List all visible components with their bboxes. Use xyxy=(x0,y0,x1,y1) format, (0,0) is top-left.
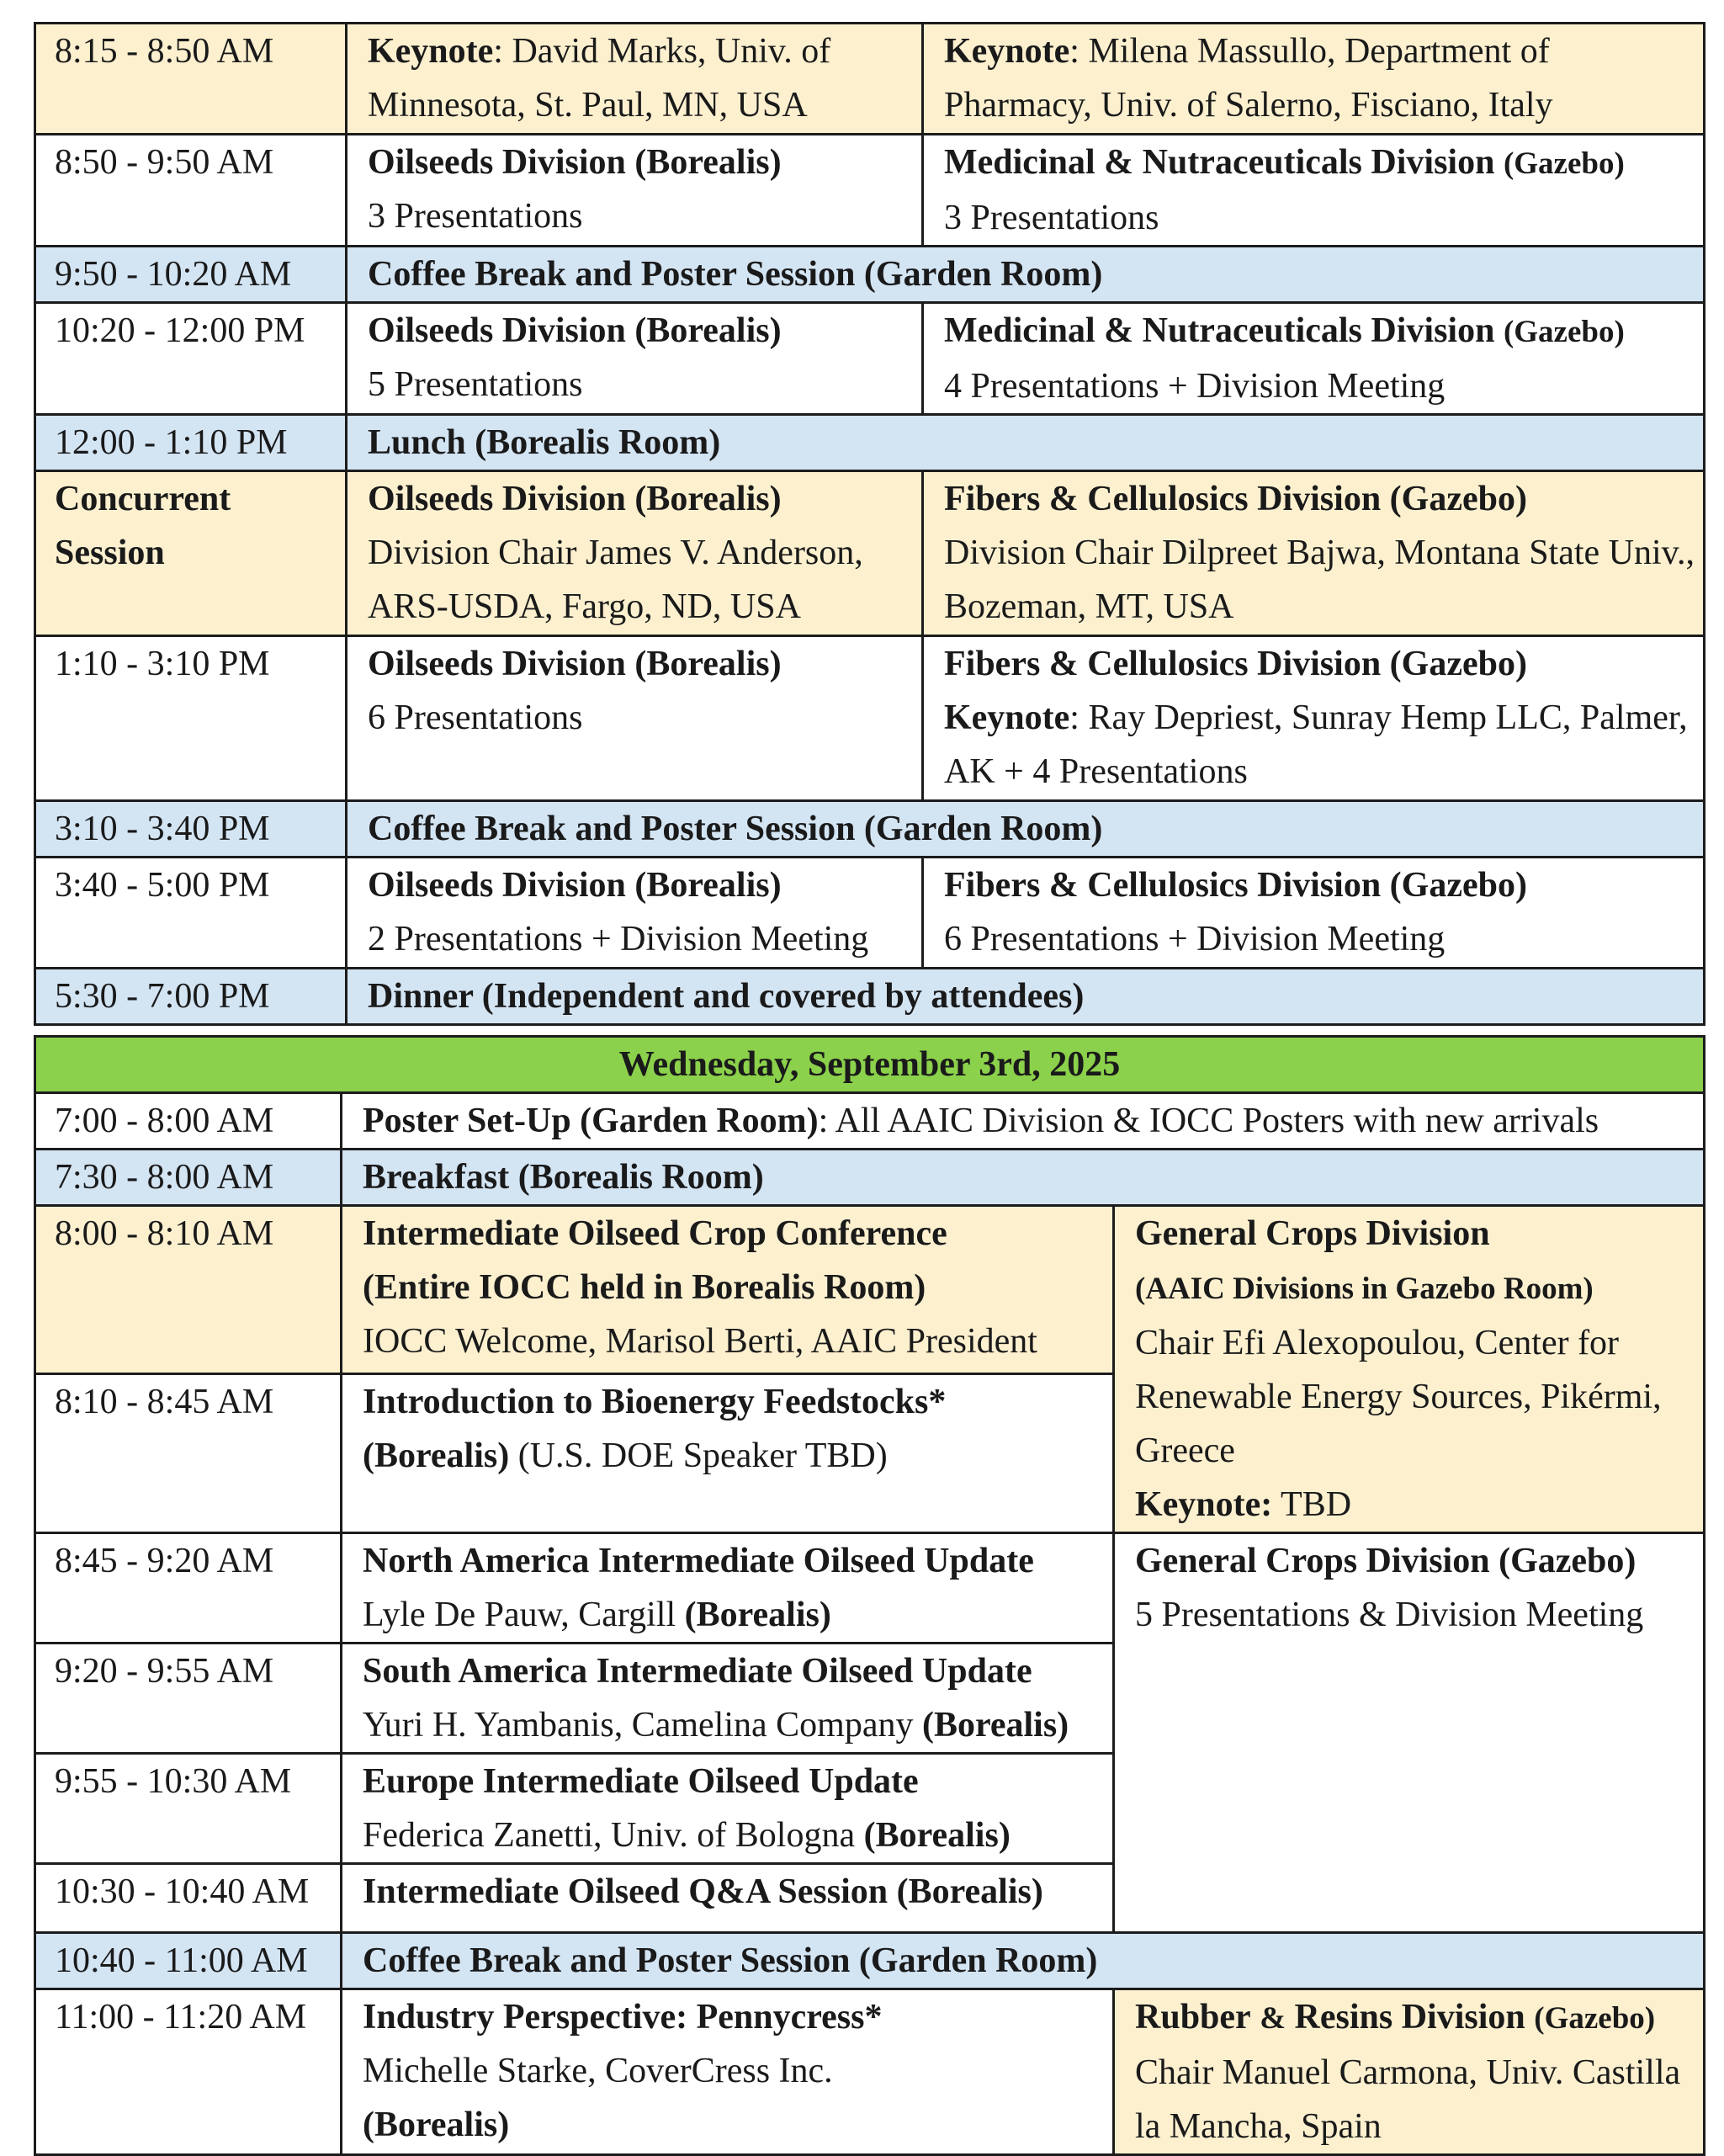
table-row xyxy=(35,1533,1705,1644)
table-row xyxy=(35,969,1705,1025)
session-cell xyxy=(1114,1989,1705,2155)
session-title: Poster Set-Up (Garden Room) xyxy=(363,1102,819,1140)
session-detail: Yuri H. Yambanis, Camelina Company xyxy=(363,1706,914,1744)
session-room: (Gazebo) xyxy=(1534,2001,1656,2036)
break-title: Breakfast (Borealis Room) xyxy=(363,1158,764,1197)
time-cell: 3:40 - 5:00 PM xyxy=(35,858,347,969)
session-title: North America Intermediate Oilseed Update xyxy=(363,1542,1034,1580)
session-cell xyxy=(347,471,923,636)
session-detail: (U.S. DOE Speaker TBD) xyxy=(517,1436,888,1475)
table-row xyxy=(35,415,1705,471)
session-cell xyxy=(347,303,923,415)
session-detail: 2 Presentations + Division Meeting xyxy=(368,920,869,959)
session-cell xyxy=(342,1644,1114,1754)
table-row xyxy=(35,858,1705,969)
session-room: (Borealis) xyxy=(363,1436,510,1475)
session-cell xyxy=(342,1754,1114,1864)
time-cell: 9:55 - 10:30 AM xyxy=(35,1754,342,1864)
table-row xyxy=(35,471,1705,636)
keynote-speaker: : David Marks, Univ. of Minnesota, St. Paul, MN, USA xyxy=(368,32,831,125)
keynote-label: Keynote: xyxy=(1135,1485,1273,1524)
time-cell: 8:15 - 8:50 AM xyxy=(35,24,347,135)
session-cell xyxy=(347,636,923,801)
time-cell: 10:40 - 11:00 AM xyxy=(35,1933,342,1989)
session-cell xyxy=(923,636,1705,801)
session-detail: Division Chair James V. Anderson, ARS-USDA, Fargo, ND, USA xyxy=(368,534,863,626)
session-cell xyxy=(347,135,923,247)
session-detail: 3 Presentations xyxy=(944,199,1159,237)
keynote-label: Keynote xyxy=(368,32,494,71)
session-cell xyxy=(923,858,1705,969)
session-detail: Federica Zanetti, Univ. of Bologna xyxy=(363,1816,856,1855)
session-title: General Crops Division (Gazebo) xyxy=(1135,1542,1636,1580)
session-room: (Gazebo) xyxy=(1503,146,1625,181)
time-cell: 3:10 - 3:40 PM xyxy=(35,801,347,858)
time-cell: 8:50 - 9:50 AM xyxy=(35,135,347,247)
session-cell xyxy=(342,1989,1114,2155)
break-title: Lunch (Borealis Room) xyxy=(368,423,721,462)
session-title: Introduction to Bioenergy Feedstocks* xyxy=(363,1382,947,1421)
keynote-label: Keynote xyxy=(944,32,1070,71)
session-title: Fibers & Cellulosics Division (Gazebo) xyxy=(944,645,1527,683)
time-cell: 8:45 - 9:20 AM xyxy=(35,1533,342,1644)
session-detail: Michelle Starke, CoverCress Inc. xyxy=(363,2052,833,2090)
session-detail: 6 Presentations xyxy=(368,698,583,737)
session-detail: 6 Presentations + Division Meeting xyxy=(944,920,1446,959)
session-detail: 5 Presentations xyxy=(368,365,583,404)
session-detail: 4 Presentations + Division Meeting xyxy=(944,367,1446,406)
session-detail: 3 Presentations xyxy=(368,197,583,236)
session-title: Europe Intermediate Oilseed Update xyxy=(363,1762,919,1801)
day-header: Wednesday, September 3rd, 2025 xyxy=(35,1037,1705,1093)
time-cell: 8:10 - 8:45 AM xyxy=(35,1373,342,1532)
break-cell xyxy=(347,969,1705,1025)
session-title: Fibers & Cellulosics Division (Gazebo) xyxy=(944,866,1527,905)
break-title: Coffee Break and Poster Session (Garden Room) xyxy=(363,1941,1098,1980)
time-cell: 9:50 - 10:20 AM xyxy=(35,247,347,303)
schedule-table-morning xyxy=(34,22,1705,1026)
keynote-speaker: : Milena Massullo, Department of Pharmacy, Univ. of Salerno, Fisciano, Italy xyxy=(944,32,1553,125)
time-cell: 8:00 - 8:10 AM xyxy=(35,1206,342,1374)
session-title: Medicinal & Nutraceuticals Division xyxy=(944,143,1495,182)
session-title: Fibers & Cellulosics Division (Gazebo) xyxy=(944,480,1527,518)
table-row xyxy=(35,1206,1705,1374)
table-row xyxy=(35,1150,1705,1206)
break-cell xyxy=(347,801,1705,858)
session-detail: : All AAIC Division & IOCC Posters with new arrivals xyxy=(818,1102,1599,1140)
session-cell xyxy=(923,24,1705,135)
break-cell xyxy=(347,415,1705,471)
time-cell xyxy=(35,471,347,636)
time-cell: 10:20 - 12:00 PM xyxy=(35,303,347,415)
session-cell xyxy=(923,303,1705,415)
table-row xyxy=(35,247,1705,303)
schedule-table-wednesday xyxy=(34,1035,1705,2156)
session-title: General Crops Division xyxy=(1135,1214,1490,1253)
concurrent-session-label: Concurrent Session xyxy=(55,480,231,572)
session-detail: Division Chair Dilpreet Bajwa, Montana State Univ., Bozeman, MT, USA xyxy=(944,534,1695,626)
session-title: Intermediate Oilseed Q&A Session (Borealis) xyxy=(363,1872,1043,1911)
table-row xyxy=(35,1037,1705,1093)
session-room: (Borealis) xyxy=(363,2106,510,2144)
table-row xyxy=(35,1933,1705,1989)
session-detail: Chair Efi Alexopoulou, Center for Renewable Energy Sources, Pikérmi, Greece xyxy=(1135,1324,1662,1470)
session-detail: 5 Presentations & Division Meeting xyxy=(1135,1596,1644,1634)
session-title: Intermediate Oilseed Crop Conference xyxy=(363,1214,947,1253)
table-row xyxy=(35,1989,1705,2155)
session-cell xyxy=(342,1533,1114,1644)
session-cell xyxy=(342,1864,1114,1933)
time-cell: 7:30 - 8:00 AM xyxy=(35,1150,342,1206)
session-title: Oilseeds Division (Borealis) xyxy=(368,645,782,683)
session-title: Oilseeds Division (Borealis) xyxy=(368,311,782,350)
session-cell xyxy=(347,24,923,135)
session-title: Rubber xyxy=(1135,1998,1251,2037)
break-cell xyxy=(347,247,1705,303)
session-subtitle: (AAIC Divisions in Gazebo Room) xyxy=(1135,1272,1594,1306)
time-cell: 12:00 - 1:10 PM xyxy=(35,415,347,471)
break-cell xyxy=(342,1150,1705,1206)
session-title-amp: & xyxy=(1260,2001,1286,2036)
session-title: Oilseeds Division (Borealis) xyxy=(368,143,782,182)
table-row xyxy=(35,135,1705,247)
table-row xyxy=(35,1093,1705,1150)
session-subtitle: (Entire IOCC held in Borealis Room) xyxy=(363,1268,926,1307)
break-cell xyxy=(342,1933,1705,1989)
session-room: (Borealis) xyxy=(863,1816,1011,1855)
time-cell: 10:30 - 10:40 AM xyxy=(35,1864,342,1933)
session-detail: Lyle De Pauw, Cargill xyxy=(363,1596,676,1634)
break-title: Coffee Break and Poster Session (Garden Room) xyxy=(368,810,1103,848)
table-row xyxy=(35,24,1705,135)
session-cell xyxy=(923,135,1705,247)
session-cell xyxy=(923,471,1705,636)
session-room: (Borealis) xyxy=(684,1596,831,1634)
session-cell xyxy=(342,1373,1114,1532)
session-title: Medicinal & Nutraceuticals Division xyxy=(944,311,1495,350)
session-room: (Borealis) xyxy=(921,1706,1069,1744)
session-detail: IOCC Welcome, Marisol Berti, AAIC President xyxy=(363,1322,1037,1361)
session-cell xyxy=(1114,1533,1705,1933)
session-title: South America Intermediate Oilseed Update xyxy=(363,1652,1032,1691)
time-cell: 5:30 - 7:00 PM xyxy=(35,969,347,1025)
session-room: (Gazebo) xyxy=(1503,315,1625,349)
table-row xyxy=(35,801,1705,858)
table-row xyxy=(35,303,1705,415)
keynote-speaker: : Ray Depriest, Sunray Hemp LLC, Palmer, AK + 4 Presentations xyxy=(944,698,1688,791)
break-title: Dinner (Independent and covered by attendees) xyxy=(368,977,1085,1016)
break-title: Coffee Break and Poster Session (Garden Room) xyxy=(368,255,1103,294)
time-cell: 7:00 - 8:00 AM xyxy=(35,1093,342,1150)
session-cell xyxy=(347,858,923,969)
session-title: Industry Perspective: Pennycress* xyxy=(363,1998,883,2037)
time-cell: 1:10 - 3:10 PM xyxy=(35,636,347,801)
session-cell xyxy=(342,1093,1705,1150)
keynote-speaker: TBD xyxy=(1281,1485,1352,1524)
session-detail: Chair Manuel Carmona, Univ. Castilla la Mancha, Spain xyxy=(1135,2053,1681,2146)
session-title: Oilseeds Division (Borealis) xyxy=(368,480,782,518)
session-cell xyxy=(342,1206,1114,1374)
session-title-rest: Resins Division xyxy=(1294,1998,1525,2037)
session-cell xyxy=(1114,1206,1705,1533)
keynote-label: Keynote xyxy=(944,698,1070,737)
time-cell: 9:20 - 9:55 AM xyxy=(35,1644,342,1754)
session-title: Oilseeds Division (Borealis) xyxy=(368,866,782,905)
table-row xyxy=(35,636,1705,801)
time-cell: 11:00 - 11:20 AM xyxy=(35,1989,342,2155)
